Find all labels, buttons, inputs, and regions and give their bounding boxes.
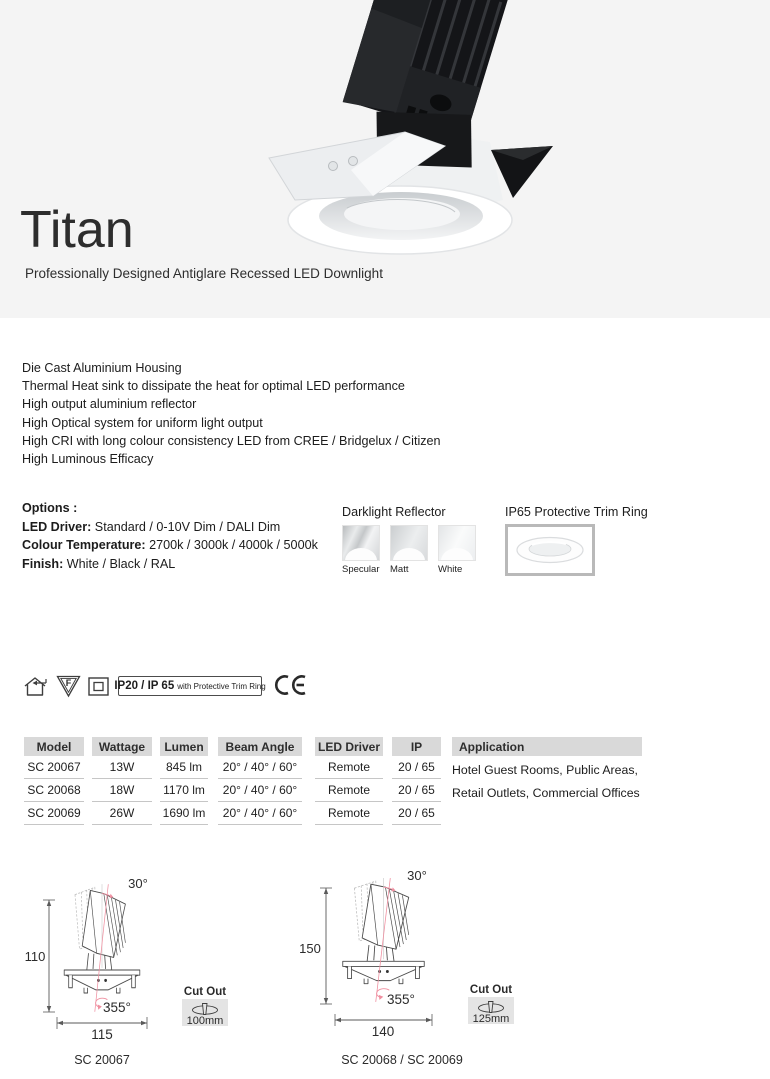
model-caption: SC 20067: [74, 1053, 130, 1067]
rotation-angle-label: 355°: [387, 992, 415, 1007]
cell-led-driver: Remote: [315, 802, 383, 825]
table-header-application: Application: [452, 737, 642, 756]
darklight-reflector-title: Darklight Reflector: [342, 505, 446, 519]
trim-ring-image: [505, 524, 595, 576]
reflector-bowl: [393, 548, 425, 561]
table-header-led-driver: LED Driver: [315, 737, 383, 756]
product-image: [255, 0, 555, 258]
fixture-line-art: [64, 884, 140, 1012]
application-line: Retail Outlets, Commercial Offices: [452, 786, 640, 800]
ip-rating-text: IP20 / IP 65: [114, 680, 175, 692]
option-value: White / Black / RAL: [66, 556, 176, 571]
reflector-specular-image: [342, 525, 380, 561]
reflector-swatch-label: White: [438, 564, 463, 575]
table-column-wattage: [92, 737, 152, 825]
option-row: [22, 536, 318, 555]
reflector-bowl: [345, 548, 377, 561]
height-label: 110: [25, 949, 46, 964]
ce-mark-icon: [274, 673, 308, 702]
width-label: 115: [91, 1027, 113, 1042]
application-line: Hotel Guest Rooms, Public Areas,: [452, 763, 638, 777]
option-row: [22, 555, 318, 574]
cell-beam-angle: 20° / 40° / 60°: [218, 779, 302, 802]
reflector-swatches: [342, 525, 476, 575]
table-column-led-driver: [315, 737, 383, 825]
dimension-drawing-sc20068-sc20069: [280, 862, 515, 1074]
reflector-bowl: [441, 548, 473, 561]
reflector-white-image: [438, 525, 476, 561]
feature-item: Thermal Heat sink to dissipate the heat for optimal LED performance: [22, 379, 405, 394]
feature-item: High output aluminium reflector: [22, 397, 197, 412]
indoor-use-icon: [22, 675, 49, 698]
reflector-swatch-label: Specular: [342, 564, 380, 575]
application-text: [452, 756, 642, 805]
option-row: [22, 518, 318, 537]
option-label: Finish:: [22, 556, 64, 571]
reflector-swatch-specular: [342, 525, 380, 575]
tilt-angle-label: 30°: [407, 868, 427, 883]
cell-wattage: 13W: [92, 756, 152, 779]
tilt-angle-label: 30°: [128, 876, 148, 891]
feature-item: High Optical system for uniform light output: [22, 415, 263, 430]
table-column-model: [24, 737, 84, 825]
trim-ring-icon: [512, 531, 588, 569]
reflector-swatch-label: Matt: [390, 564, 409, 575]
fixture-line-art: [343, 878, 424, 1002]
cell-model: SC 20068: [24, 779, 84, 802]
table-header-model: Model: [24, 737, 84, 756]
page-title: Titan: [20, 201, 134, 259]
cell-beam-angle: 20° / 40° / 60°: [218, 756, 302, 779]
cutout-title: Cut Out: [469, 984, 513, 996]
hero-section: [0, 0, 770, 318]
cell-ip: 20 / 65: [392, 756, 441, 779]
cutout-size: 125mm: [472, 1013, 510, 1025]
option-label: Colour Temperature:: [22, 538, 146, 553]
cell-ip: 20 / 65: [392, 802, 441, 825]
dimension-drawing-sc20067: [25, 862, 235, 1074]
table-header-ip: IP: [392, 737, 441, 756]
option-value: Standard / 0-10V Dim / DALI Dim: [94, 519, 281, 534]
feature-item: High CRI with long colour consistency LED from CREE / Bridgelux / Citizen: [22, 433, 441, 448]
cell-lumen: 1170 lm: [160, 779, 208, 802]
feature-item: Die Cast Aluminium Housing: [22, 361, 182, 375]
table-column-application: [452, 737, 642, 805]
cell-led-driver: Remote: [315, 779, 383, 802]
class-2-icon: [88, 677, 109, 696]
table-column-ip: [392, 737, 441, 825]
page-subtitle: Professionally Designed Antiglare Recessed LED Downlight: [25, 266, 383, 281]
table-column-lumen: [160, 737, 208, 825]
cell-ip: 20 / 65: [392, 779, 441, 802]
cell-lumen: 1690 lm: [160, 802, 208, 825]
table-header-lumen: Lumen: [160, 737, 208, 756]
f-mark-letter: F: [65, 678, 72, 688]
reflector-swatch-matt: [390, 525, 428, 575]
table-header-wattage: Wattage: [92, 737, 152, 756]
features-list: [22, 359, 441, 468]
cell-wattage: 26W: [92, 802, 152, 825]
options-heading: Options :: [22, 501, 78, 515]
reflector-swatch-white: [438, 525, 476, 575]
cell-model: SC 20069: [24, 802, 84, 825]
feature-item: High Luminous Efficacy: [22, 452, 154, 467]
option-value: 2700k / 3000k / 4000k / 5000k: [149, 538, 318, 553]
cell-model: SC 20067: [24, 756, 84, 779]
rotation-angle-label: 355°: [103, 1000, 131, 1015]
model-caption: SC 20068 / SC 20069: [341, 1053, 463, 1067]
width-label: 140: [371, 1024, 395, 1039]
height-label: 150: [299, 941, 321, 956]
cutout-size: 100mm: [186, 1015, 224, 1027]
option-label: LED Driver:: [22, 519, 92, 534]
cell-lumen: 845 lm: [160, 756, 208, 779]
cell-led-driver: Remote: [315, 756, 383, 779]
trim-ring-title: IP65 Protective Trim Ring: [505, 505, 648, 519]
reflector-matt-image: [390, 525, 428, 561]
cell-wattage: 18W: [92, 779, 152, 802]
cell-beam-angle: 20° / 40° / 60°: [218, 802, 302, 825]
table-column-beam-angle: [218, 737, 302, 825]
ip-rating-note: with Protective Trim Ring: [177, 681, 266, 691]
cutout-title: Cut Out: [183, 986, 227, 998]
options-block: [22, 499, 318, 573]
ip-rating-badge: [114, 676, 266, 696]
table-header-beam-angle: Beam Angle: [218, 737, 302, 756]
f-mark-icon: [56, 675, 81, 698]
